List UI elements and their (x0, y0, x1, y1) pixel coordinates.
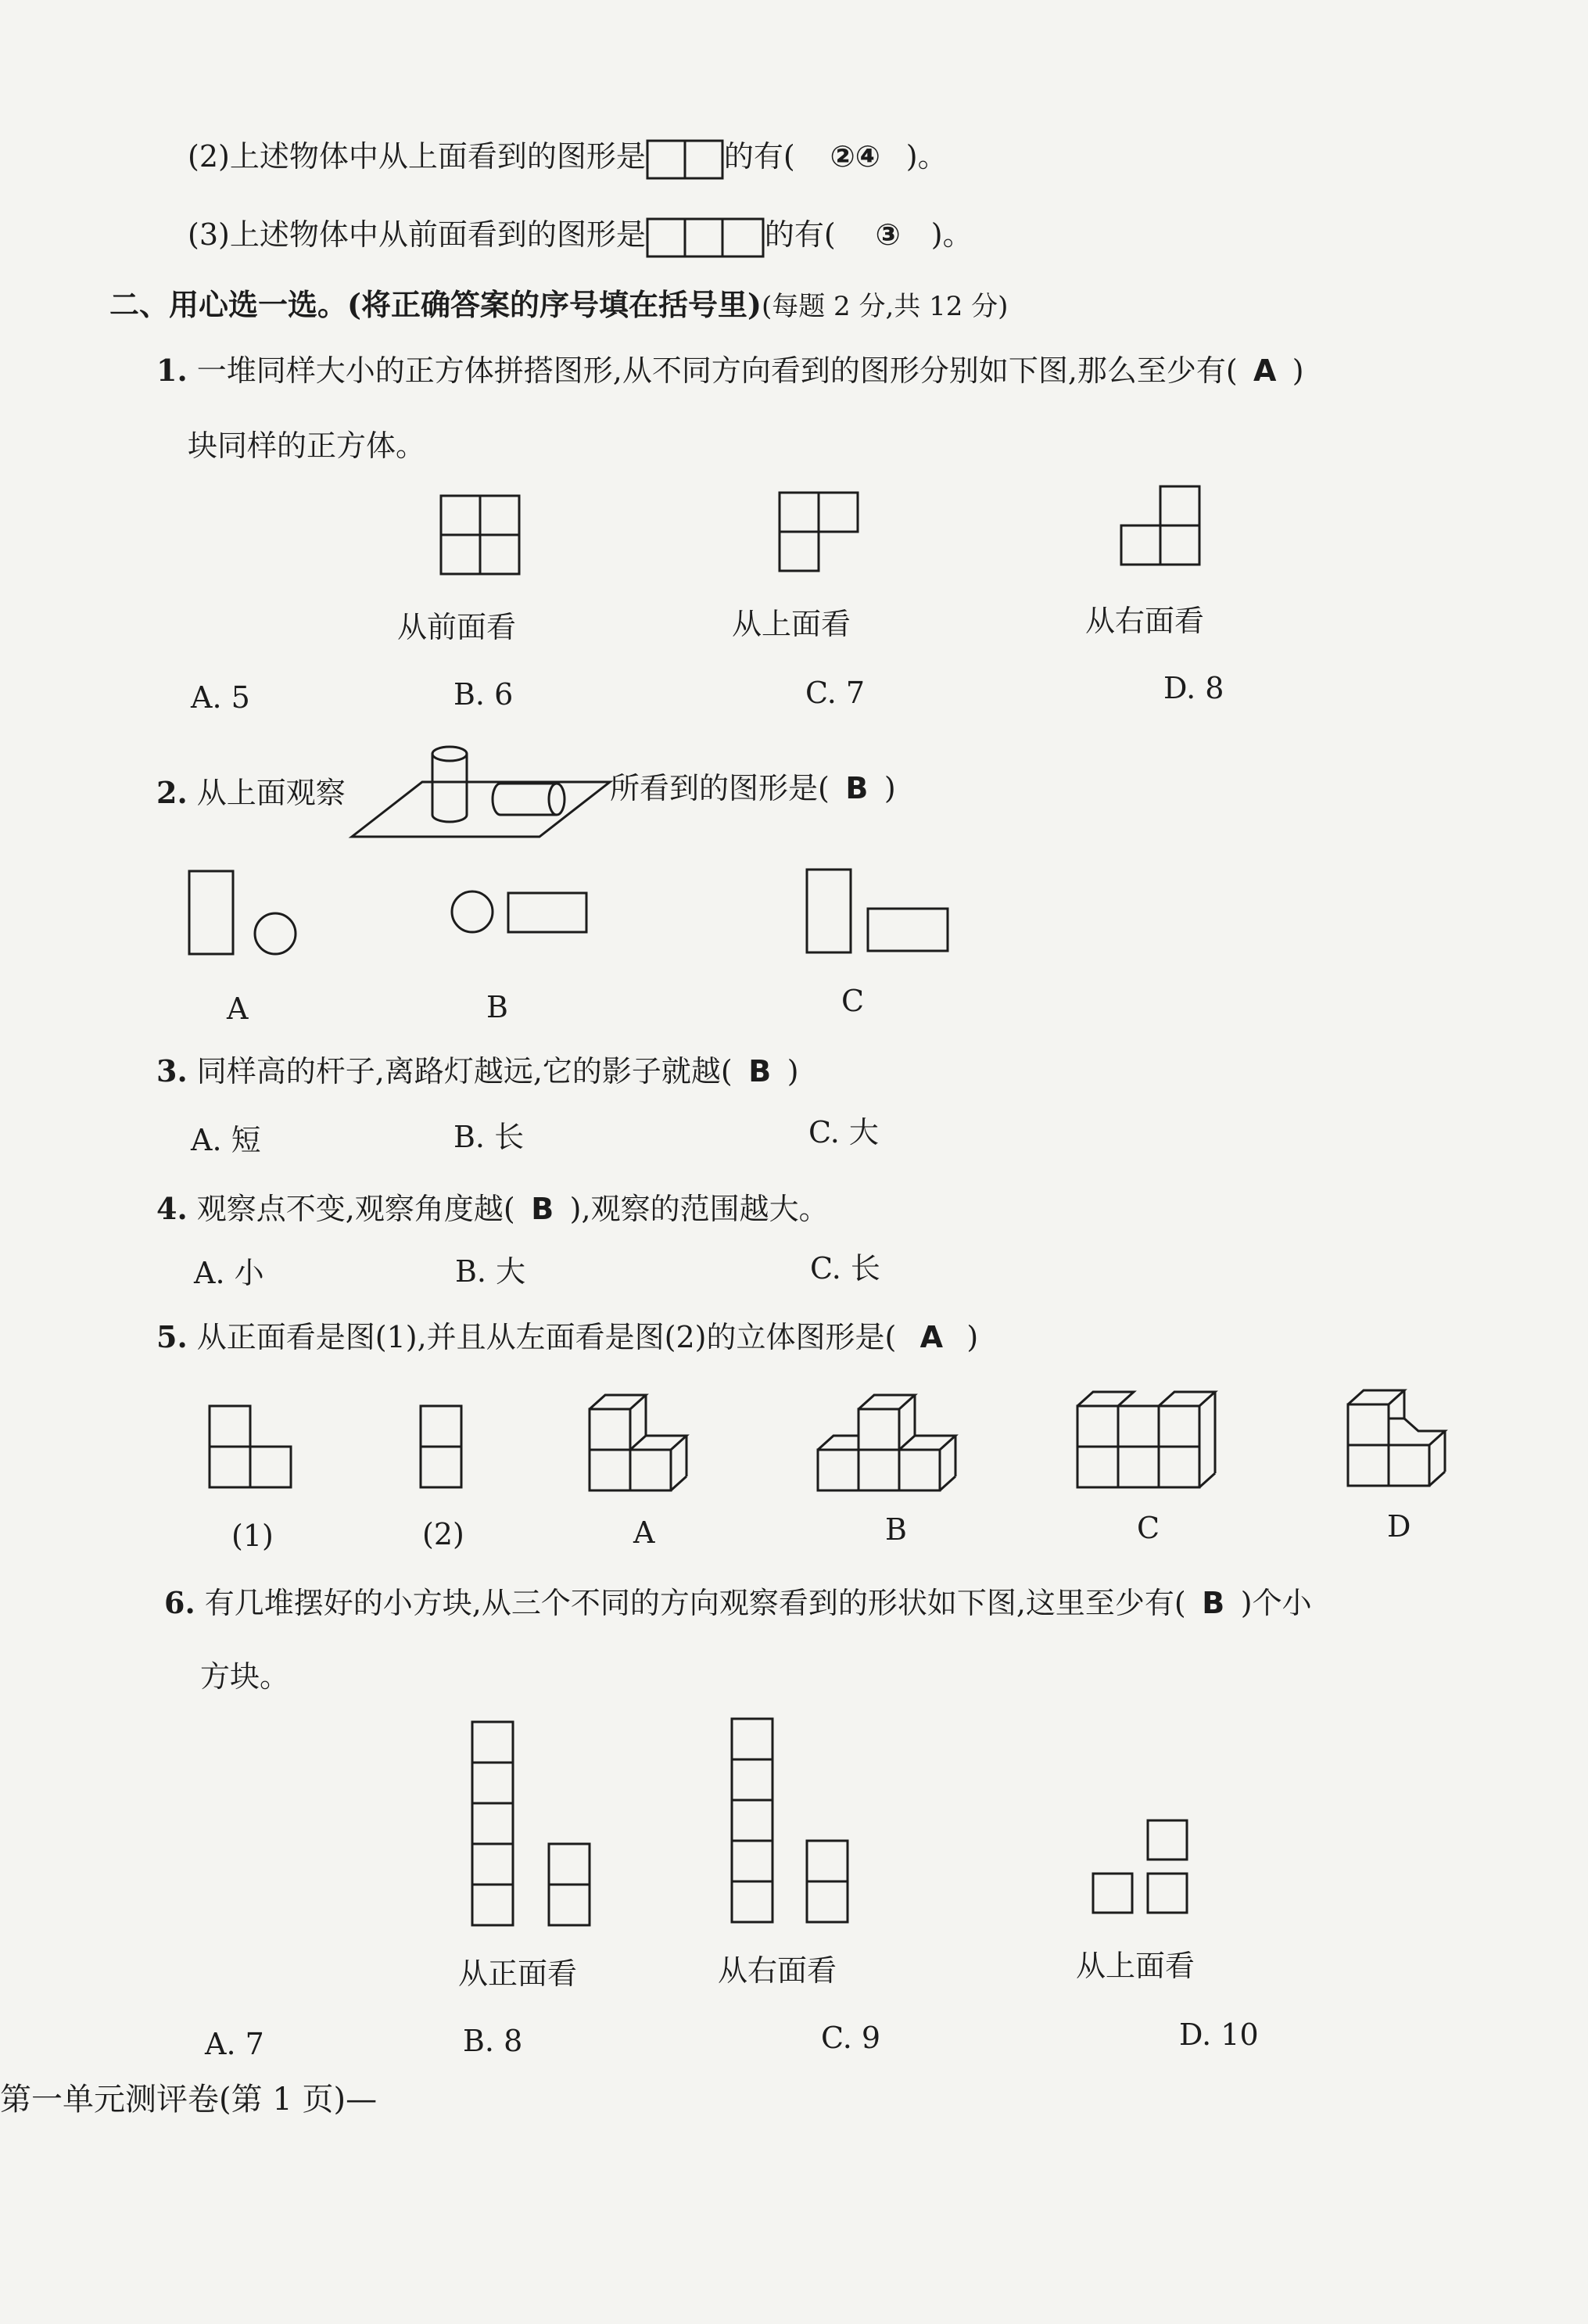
q5-label-c: C (1137, 1511, 1160, 1545)
q2-option-c-figure (805, 868, 954, 956)
q1-option-b: B. 6 (453, 677, 514, 712)
q3-option-c: C. 大 (808, 1115, 879, 1149)
q4-answer: B (531, 1192, 554, 1226)
q1-front-view (439, 494, 522, 577)
q1-number: 1. (156, 353, 188, 388)
q2-option-b: B (486, 990, 508, 1024)
q6-text-after: )个小 (1240, 1586, 1312, 1620)
q3-close: ) (787, 1054, 799, 1088)
part1-q3-line (188, 216, 973, 258)
q4-text: 观察点不变,观察角度越( (196, 1192, 515, 1226)
q5-option-a-figure (588, 1386, 691, 1494)
q3-answer: B (748, 1054, 772, 1088)
q6-caption-top: 从上面看 (1076, 1949, 1195, 1983)
section2-heading-note: (每题 2 分,共 12 分) (761, 291, 1009, 322)
q3-text: 同样高的杆子,离路灯越远,它的影子就越( (196, 1054, 733, 1088)
q3-number: 3. (156, 1053, 188, 1088)
part1-q2-prefix: (2)上述物体中从上面看到的图形是 (188, 139, 646, 174)
q4-option-a: A. 小 (194, 1256, 264, 1290)
q5-answer: A (919, 1320, 944, 1354)
q1-text: 一堆同样大小的正方体拼搭图形,从不同方向看到的图形分别如下图,那么至少有( (196, 353, 1238, 388)
q2-text-after: 所看到的图形是( (610, 771, 830, 805)
q2-option-b-figure (446, 890, 594, 937)
q5-close: ) (966, 1320, 979, 1354)
q6-top-view (1092, 1819, 1193, 1916)
q6-line (164, 1584, 1312, 1622)
part1-q2-answer: ②④ (830, 139, 880, 174)
q1-caption-top: 从上面看 (732, 607, 851, 641)
part1-q2-close: )。 (905, 139, 948, 174)
q3-line (156, 1053, 799, 1090)
q6-text: 有几堆摆好的小方块,从三个不同的方向观察看到的形状如下图,这里至少有( (204, 1586, 1186, 1620)
q5-label-1: (1) (231, 1519, 274, 1553)
part1-q3-suffix: 的有( (764, 217, 836, 252)
q5-line (156, 1318, 978, 1356)
q2-option-c: C (841, 984, 865, 1018)
q5-number: 5. (156, 1319, 188, 1354)
part1-q2-suffix: 的有( (723, 139, 795, 174)
q2-answer: B (845, 771, 869, 805)
q5-option-b-figure (816, 1387, 965, 1494)
q2-line-start (156, 774, 346, 812)
q4-option-c: C. 长 (810, 1251, 880, 1286)
part1-q3-prefix: (3)上述物体中从前面看到的图形是 (188, 217, 646, 252)
q4-line (156, 1190, 829, 1228)
part1-q3-close: )。 (930, 217, 973, 252)
two-square-figure (646, 139, 724, 180)
q2-close: ) (884, 771, 896, 805)
q6-caption-front: 从正面看 (458, 1956, 578, 1991)
section2-heading-line (109, 286, 1008, 325)
q1-line (156, 352, 1304, 389)
q1-text2: 块同样的正方体。 (188, 429, 426, 463)
q2-line-end (610, 769, 896, 807)
q6-number: 6. (164, 1585, 195, 1620)
q6-option-d: D. 10 (1179, 2017, 1259, 2052)
q5-figure-1 (208, 1404, 294, 1490)
q1-option-d: D. 8 (1163, 671, 1224, 705)
q6-option-b: B. 8 (463, 2024, 523, 2058)
q4-text-after: ),观察的范围越大。 (569, 1192, 829, 1226)
q1-option-c: C. 7 (805, 676, 866, 710)
q5-figure-2 (419, 1404, 466, 1490)
q6-answer: B (1202, 1586, 1225, 1620)
q6-option-a: A. 7 (205, 2027, 264, 2061)
q1-close: ) (1292, 353, 1304, 388)
q4-number: 4. (156, 1191, 188, 1226)
q4-option-b: B. 大 (455, 1254, 526, 1289)
q1-caption-right: 从右面看 (1085, 604, 1205, 638)
q3-option-b: B. 长 (453, 1120, 525, 1154)
q2-option-a: A (227, 992, 249, 1026)
q2-object-figure (352, 743, 618, 845)
q3-option-a: A. 短 (191, 1123, 261, 1157)
part1-q3-answer: ③ (875, 217, 901, 252)
q6-right-view (730, 1717, 855, 1925)
q2-number: 2. (156, 775, 188, 810)
q5-option-c-figure (1076, 1381, 1217, 1494)
q5-label-a: A (633, 1515, 655, 1550)
q5-option-d-figure (1346, 1381, 1456, 1494)
q5-label-d: D (1387, 1509, 1411, 1544)
q6-option-c: C. 9 (821, 2021, 881, 2055)
q5-label-2: (2) (422, 1517, 464, 1551)
q1-option-a: A. 5 (191, 680, 250, 715)
q1-caption-front: 从前面看 (397, 610, 517, 644)
page-footer: 第一单元测评卷(第 1 页)— (0, 2082, 378, 2118)
q5-label-b: B (885, 1512, 907, 1547)
q6-text2: 方块。 (200, 1659, 290, 1694)
q2-text: 从上面观察 (196, 776, 346, 810)
q1-top-view (778, 491, 861, 574)
q6-front-view (471, 1720, 596, 1928)
q2-option-a-figure (188, 870, 305, 957)
part1-q2-line (188, 138, 948, 180)
three-square-figure (646, 217, 765, 258)
q1-answer: A (1253, 353, 1277, 388)
q6-caption-right: 从右面看 (718, 1953, 837, 1988)
q5-text: 从正面看是图(1),并且从左面看是图(2)的立体图形是( (196, 1320, 897, 1354)
q1-right-view (1120, 485, 1203, 568)
section2-heading: 二、用心选一选。(将正确答案的序号填在括号里) (109, 287, 762, 322)
